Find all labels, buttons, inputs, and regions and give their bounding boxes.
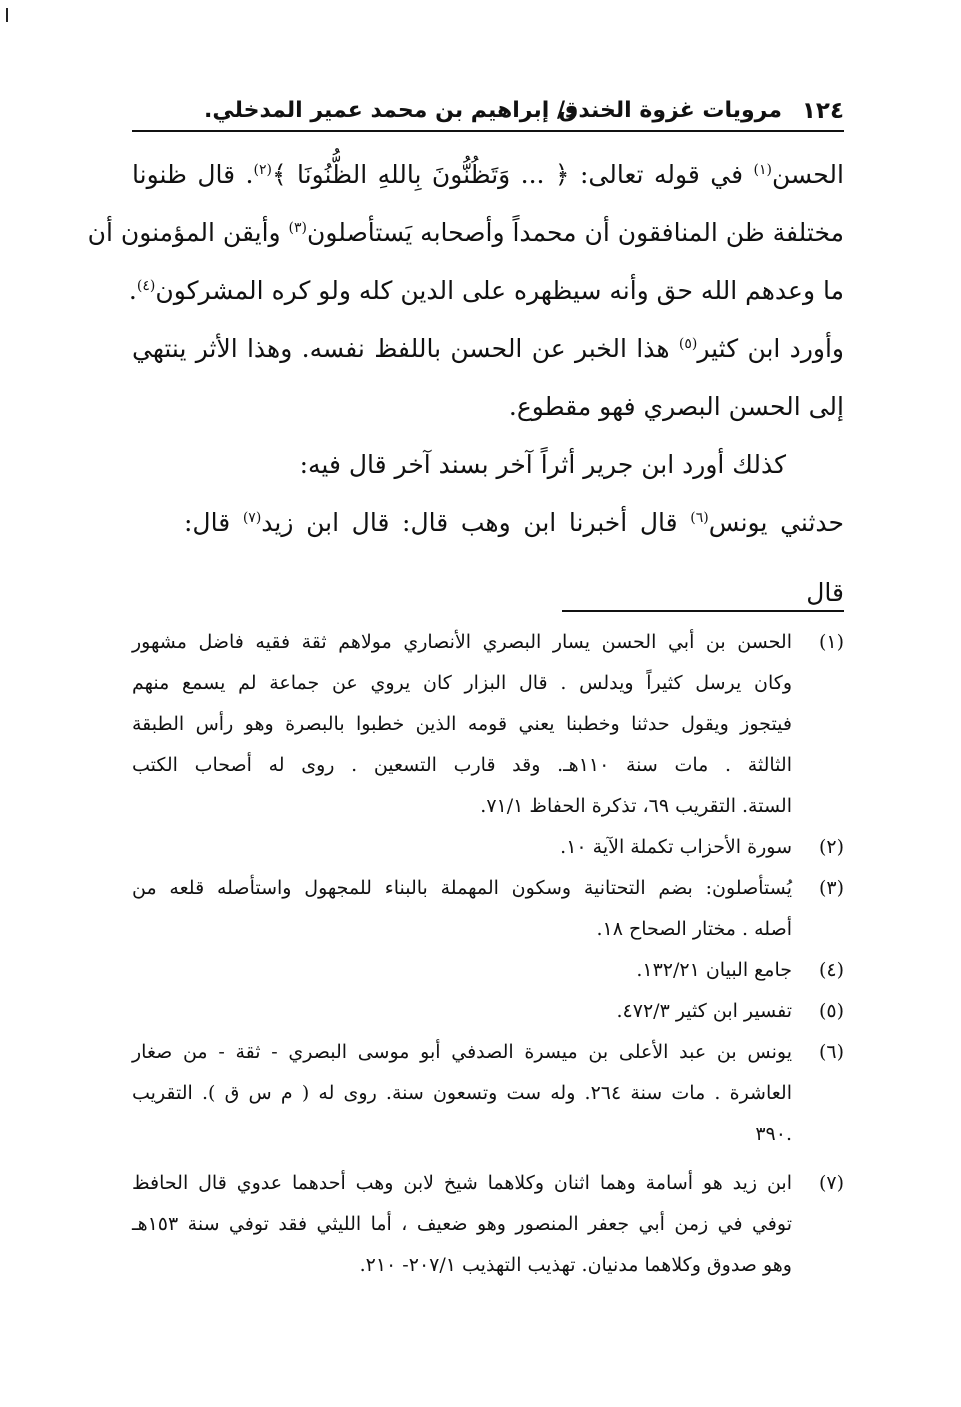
footnote-line: الحسن بن أبي الحسن يسار البصري الأنصاري مولاهم ثقة فقيه فاضل مشهور xyxy=(132,631,792,653)
footnote-line: الستة. التقريب ٦٩، تذكرة الحفاظ ٧١/١. xyxy=(480,795,792,817)
footnote-separator xyxy=(562,610,844,612)
footnote-6 xyxy=(132,1032,844,1155)
footnote-number: (٧) xyxy=(818,1172,844,1194)
main-line-3: ما وعدهم الله حق وأنه سيظهره على الدين كله ولو كره المشركون$^{(٤)}$. xyxy=(128,276,844,305)
footnote-number: (٤) xyxy=(818,959,844,981)
footnote-line: يونس بن عبد الأعلى بن ميسرة الصدفي أبو موسى البصري - ثقة - من صغار xyxy=(132,1041,792,1063)
footnote-ref-1: (١) xyxy=(753,162,772,178)
book-title: مرويات غزوة الخندق xyxy=(558,98,782,123)
footnote-line: تفسير ابن كثير ٤٧٢/٣. xyxy=(616,1000,792,1022)
footnote-line: الثالثة . مات سنة ١١٠هـ. وقد قارب التسعين . روى له أصحاب الكتب xyxy=(132,754,792,776)
footnote-line: وهو صدوق وكلاهما مدنيان. تهذيب التهذيب ٢٠٧/١- ٢١٠. xyxy=(359,1254,792,1276)
main-line-1: الحسن$^{(١)}$ في قوله تعالى: ﴿ ... وَتَظُنُّونَ بِاللهِ الظُّنُونَا ﴾$^{(٢)}$. قال ظنونا xyxy=(132,160,844,189)
footnote-1 xyxy=(132,622,844,827)
footnotes xyxy=(132,622,844,1286)
main-text xyxy=(87,146,844,622)
footnote-4 xyxy=(132,950,844,991)
footnote-line: .٣٩٠ xyxy=(755,1123,792,1145)
footnote-5 xyxy=(132,991,844,1032)
footnote-ref-5: (٥) xyxy=(678,336,698,352)
footnote-line: العاشرة . مات سنة ٢٦٤. وله ست وتسعون سنة. روى له ( م س ق ). التقريب xyxy=(132,1082,792,1104)
footnote-ref-2: (٢) xyxy=(253,162,272,178)
footnote-2 xyxy=(132,827,844,868)
main-line-8: قال xyxy=(806,578,844,607)
footnote-7 xyxy=(132,1163,844,1286)
footnote-line: توفي في زمن أبي جعفر المنصور وهو ضعيف ، أما الليثي فقد توفي سنة ١٥٣هـ xyxy=(132,1213,792,1235)
footnote-number: (١) xyxy=(818,631,844,653)
main-line-2: مختلفة ظن المنافقون أن محمداً وأصحابه يَستأصلون$^{(٣)}$ وأيقن المؤمنون أن xyxy=(87,218,844,247)
page-number: ١٢٤ xyxy=(801,98,844,124)
footnote-ref-4: (٤) xyxy=(136,278,156,294)
main-line-6: كذلك أورد ابن جرير أثراً آخر بسند آخر قال فيه: xyxy=(299,450,786,479)
footnote-ref-7: (٧) xyxy=(242,510,262,526)
footnote-ref-6: (٦) xyxy=(690,510,709,526)
footnote-line: سورة الأحزاب تكملة الآية ١٠. xyxy=(560,836,792,858)
author-name: د/ إبراهيم بن محمد عمير المدخلي. xyxy=(204,98,577,123)
scan-edge-mark xyxy=(6,8,8,22)
footnote-line: فيتجوز ويقول حدثنا وخطبنا يعني قومه الذين خطبوا بالبصرة وهو رأس الطبقة xyxy=(132,713,792,735)
footnote-line: ابن زيد هو أسامة وهما اثنان وكلاهما شيخ لابن وهب أحدهما عدوي قال الحافظ xyxy=(132,1172,792,1194)
footnote-number: (٢) xyxy=(818,836,844,858)
footnote-line: يُستأصلون: بضم التحتانية وسكون المهملة بالبناء للمجهول واستأصله قلعه من xyxy=(132,877,792,899)
footnote-line: أصله . مختار الصحاح ١٨. xyxy=(596,918,792,940)
footnote-number: (٣) xyxy=(818,877,844,899)
footnote-number: (٥) xyxy=(818,1000,844,1022)
main-line-5: إلى الحسن البصري فهو مقطوع. xyxy=(508,392,844,421)
page-header xyxy=(132,96,844,132)
main-line-7: حدثني يونس$^{(٦)}$ قال أخبرنا ابن وهب قال: قال ابن زيد$^{(٧)}$ قال: xyxy=(184,508,844,537)
footnote-line: جامع البيان ١٣٢/٢١. xyxy=(636,959,792,981)
main-line-4: وأورد ابن كثير$^{(٥)}$ هذا الخبر عن الحسن باللفظ نفسه. وهذا الأثر ينتهي xyxy=(132,334,844,363)
footnote-3 xyxy=(132,868,844,950)
footnote-number: (٦) xyxy=(818,1041,844,1063)
footnote-ref-3: (٣) xyxy=(288,220,308,236)
footnote-line: وكان يرسل كثيراً ويدلس . قال البزار كان يروي عن جماعة لم يسمع منهم xyxy=(132,672,792,694)
